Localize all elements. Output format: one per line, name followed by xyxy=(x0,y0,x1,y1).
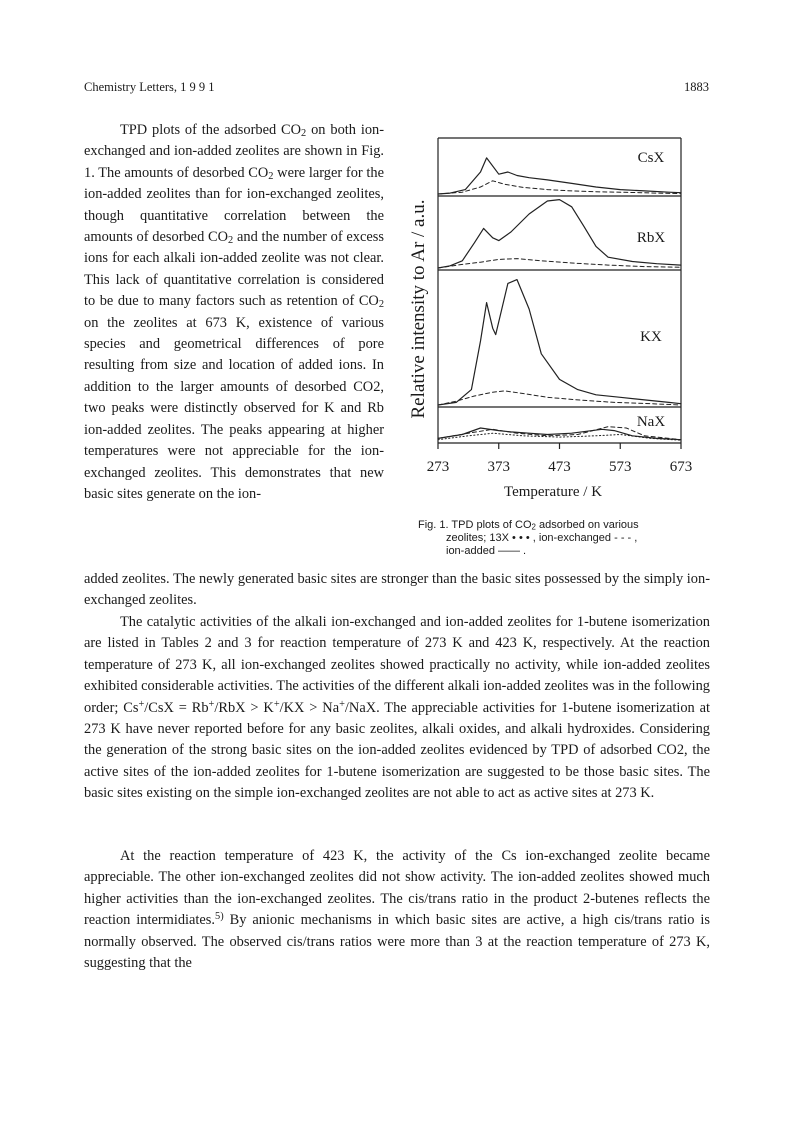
panel-label-csx: CsX xyxy=(637,150,665,166)
chart-panels xyxy=(438,150,681,440)
panel-csx xyxy=(438,150,681,196)
x-tick-label: 673 xyxy=(669,459,693,475)
panel-nax xyxy=(438,414,681,440)
x-tick-label: 273 xyxy=(426,459,450,475)
journal-header: Chemistry Letters, 1 9 9 1 xyxy=(84,80,215,94)
x-tick-label: 473 xyxy=(548,459,571,475)
panel-label-kx: KX xyxy=(640,329,662,345)
series-ion-exchanged-line xyxy=(438,259,681,268)
panel-label-nax: NaX xyxy=(636,414,666,430)
series-ion-exchanged-line xyxy=(438,391,681,405)
paragraph-1: TPD plots of the adsorbed $CO_2$ on both ion-exchanged and ion-added zeolites are shown in Fig. 1. The amounts of desorbed $CO_2$ were larger for the ion-added zeolites than for ion-exchanged zeolites, though quantitative correlation between the amounts of desorbed $CO_2$ and the number of excess ions for each alkali ion-added zeolite was not clear. This lack of quantitative correlation is considered to be due to many factors such as retention of $CO_2$ on the zeolites at 673 K, existence of various species and geometrical differences of pore resulting from size and location of added ions. In addition to the larger amounts of desorbed CO2, two peaks were distinctly observed for K and Rb ion-added zeolites. The peaks appearing at higher temperatures were not appreciable for the ion-exchanged zeolites. This demonstrates that new basic sites generate on the ion- xyxy=(84,122,385,502)
series-ion-exchanged-line xyxy=(438,181,681,194)
panel-rbx xyxy=(438,200,681,270)
panel-label-rbx: RbX xyxy=(636,230,666,246)
tpd-chart xyxy=(398,128,698,513)
page-number: 1883 xyxy=(684,80,709,94)
tpd-figure xyxy=(398,128,698,573)
panel-kx xyxy=(438,280,681,407)
x-axis-label: Temperature / K xyxy=(503,484,603,500)
paragraph-3: At the reaction temperature of 423 K, the activity of the Cs ion-exchanged zeolite became appreciable. The other ion-exchanged zeolites did not show activity. The ion-added zeolites showed much higher activities than the ion-exchanged zeolites. The cis/trans ratio in the product 2-butenes reflects the reaction intermidiates.$^{5)}$ By anionic mechanisms in which basic sites are active, a high cis/trans ratio is normally observed. The observed cis/trans ratios were more than 3 at the reaction temperature of 273 K, suggesting that the xyxy=(84,848,710,972)
paragraph-1-continued: added zeolites. The newly generated basic sites are stronger than the basic sites possessed by the simply ion-exchanged zeolites. xyxy=(84,571,710,609)
x-tick-label: 373 xyxy=(487,459,510,475)
paragraph-2: The catalytic activities of the alkali ion-exchanged and ion-added zeolites for 1-butene isomerization are listed in Tables 2 and 3 for reaction temperature of 273 K and 423 K, respectively. At the reaction temperature of 273 K, all ion-exchanged zeolites showed practically no activity, while ion-added zeolites exhibited considerable activities. The activities of the different alkali ion-added zeolites was in the following order; Cs+/CsX = Rb+/RbX > K+/KX > Na+/NaX. The appreciable activities for 1-butene isomerization at 273 K have never reported before for any basic zeolites, alkali oxides, and alkali hydroxides. Considering the generation of the strong basic sites on the ion-added zeolites evidenced by TPD of adsorbed CO2, the active sites of the ion-added zeolites for 1-butene isomerization are suggested to be those basic sites. The basic sites existing on the simple ion-exchanged zeolites are not able to act as active sites at 273 K. xyxy=(84,614,710,802)
figure-caption: Fig. 1. TPD plots of $CO_2$ adsorbed on various zeolites; 13X • • • , ion-exchanged - - - , ion-added ―― . xyxy=(418,519,639,557)
x-tick-label: 573 xyxy=(609,459,632,475)
x-axis-ticks xyxy=(427,443,693,475)
y-axis-label: Relative intensity to Ar / a.u. xyxy=(408,199,429,419)
